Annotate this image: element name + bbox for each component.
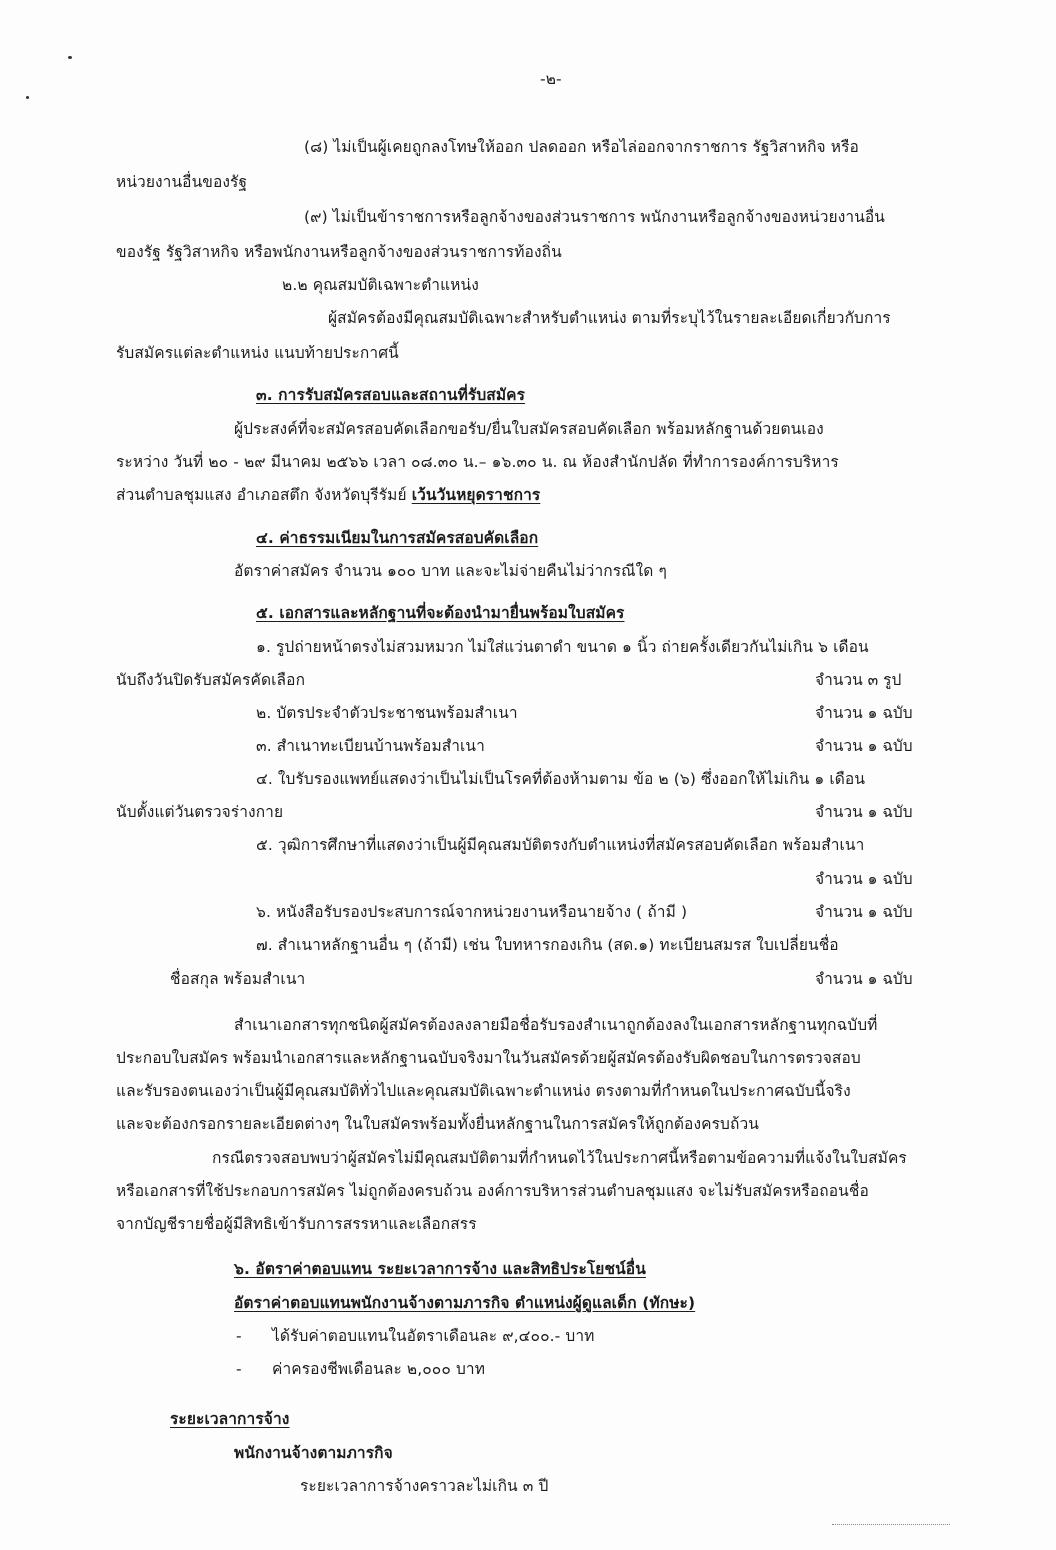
paragraph-line: หรือเอกสารที่ใช้ประกอบการสมัคร ไม่ถูกต้องครบถ้วน องค์การบริหารส่วนตำบลชุมแสง จะไม่รับสมัครหรือถอนชื่อ — [116, 1182, 869, 1200]
page-number: -๒- — [540, 70, 562, 88]
section-heading-6: ๖. อัตราค่าตอบแทน ระยะเวลาการจ้าง และสิทธิประโยชน์อื่น — [234, 1260, 646, 1278]
list-item: ๒. บัตรประจำตัวประชาชนพร้อมสำเนา — [256, 704, 518, 722]
text-segment: ส่วนตำบลชุมแสง อำเภอสตึก จังหวัดบุรีรัมย์ — [116, 486, 412, 504]
paragraph-line: สำเนาเอกสารทุกชนิดผู้สมัครต้องลงลายมือชื่อรับรองสำเนาถูกต้องลงในเอกสารหลักฐานทุกฉบับที่ — [234, 1016, 878, 1034]
section-heading-7: ระยะเวลาการจ้าง — [170, 1410, 290, 1428]
bullet-text: ค่าครองชีพเดือนละ ๒,๐๐๐ บาท — [272, 1360, 486, 1378]
text-line — [116, 484, 540, 506]
section-heading-4: ๔. ค่าธรรมเนียมในการสมัครสอบคัดเลือก — [256, 529, 539, 547]
text-line: นับตั้งแต่วันตรวจร่างกาย — [116, 803, 284, 821]
text-line: ผู้สมัครต้องมีคุณสมบัติเฉพาะสำหรับตำแหน่ง ตามที่ระบุไว้ในรายละเอียดเกี่ยวกับการ — [328, 309, 891, 327]
section-heading-5: ๕. เอกสารและหลักฐานที่จะต้องนำมายื่นพร้อมใบสมัคร — [256, 604, 625, 622]
paragraph-line: และจะต้องกรอกรายละเอียดต่างๆ ในใบสมัครพร้อมทั้งยื่นหลักฐานในการสมัครให้ถูกต้องครบถ้วน — [116, 1115, 759, 1133]
item-quantity: จำนวน ๓ รูป — [815, 671, 902, 689]
text-line: นับถึงวันปิดรับสมัครคัดเลือก — [116, 671, 306, 689]
emphasis-text: เว้นวันหยุดราชการ — [411, 486, 541, 504]
item-quantity: จำนวน ๑ ฉบับ — [815, 803, 913, 821]
list-item: ๓. สำเนาทะเบียนบ้านพร้อมสำเนา — [256, 737, 485, 755]
paragraph-line: จากบัญชีรายชื่อผู้มีสิทธิเข้ารับการสรรหาและเลือกสรร — [116, 1215, 477, 1233]
text-line: ชื่อสกุล พร้อมสำเนา — [170, 970, 306, 988]
item-quantity: จำนวน ๑ ฉบับ — [815, 970, 913, 988]
item-quantity: จำนวน ๑ ฉบับ — [815, 870, 913, 888]
bullet-text: ได้รับค่าตอบแทนในอัตราเดือนละ ๙,๔๐๐.- บาท — [272, 1327, 595, 1345]
section-subheading: อัตราค่าตอบแทนพนักงานจ้างตามภารกิจ ตำแหน่งผู้ดูแลเด็ก (ทักษะ) — [234, 1294, 696, 1312]
section-heading-3: ๓. การรับสมัครสอบและสถานที่รับสมัคร — [256, 386, 526, 404]
bullet-dash: - — [236, 1360, 242, 1378]
bullet-dash: - — [236, 1327, 242, 1345]
list-item: ๖. หนังสือรับรองประสบการณ์จากหน่วยงานหรือนายจ้าง ( ถ้ามี ) — [256, 903, 688, 921]
list-item: ๕. วุฒิการศึกษาที่แสดงว่าเป็นผู้มีคุณสมบัติตรงกับตำแหน่งที่สมัครสอบคัดเลือก พร้อมสำเนา — [256, 836, 865, 854]
text-line: ของรัฐ รัฐวิสาหกิจ หรือพนักงานหรือลูกจ้างของส่วนราชการท้องถิ่น — [116, 243, 562, 261]
item-quantity: จำนวน ๑ ฉบับ — [815, 737, 913, 755]
list-item: ๗. สำเนาหลักฐานอื่น ๆ (ถ้ามี) เช่น ใบทหารกองเกิน (สด.๑) ทะเบียนสมรส ใบเปลี่ยนชื่อ — [256, 936, 839, 954]
scan-speck — [68, 56, 72, 59]
text-line: หน่วยงานอื่นของรัฐ — [116, 173, 248, 191]
text-line: ระหว่าง วันที่ ๒๐ - ๒๙ มีนาคม ๒๕๖๖ เวลา ๐๘.๓๐ น.– ๑๖.๓๐ น. ณ ห้องสำนักปลัด ที่ทำการองค์การบริหาร — [116, 453, 839, 471]
list-item: ๑. รูปถ่ายหน้าตรงไม่สวมหมวก ไม่ใส่แว่นตาดำ ขนาด ๑ นิ้ว ถ่ายครั้งเดียวกันไม่เกิน ๖ เดือน — [256, 638, 869, 656]
subheading: พนักงานจ้างตามภารกิจ — [234, 1444, 393, 1462]
text-line: ผู้ประสงค์ที่จะสมัครสอบคัดเลือกขอรับ/ยื่นใบสมัครสอบคัดเลือก พร้อมหลักฐานด้วยตนเอง — [234, 420, 824, 438]
text-line: อัตราค่าสมัคร จำนวน ๑๐๐ บาท และจะไม่จ่ายคืนไม่ว่ากรณีใด ๆ — [234, 562, 667, 580]
paragraph-line: และรับรองตนเองว่าเป็นผู้มีคุณสมบัติทั่วไปและคุณสมบัติเฉพาะตำแหน่ง ตรงตามที่กำหนดในประกาศฉบับนี้จริง — [116, 1082, 851, 1100]
paragraph-line: ประกอบใบสมัคร พร้อมนำเอกสารและหลักฐานฉบับจริงมาในวันสมัครด้วยผู้สมัครต้องรับผิดชอบในการตรวจสอบ — [116, 1049, 861, 1067]
paragraph-line: กรณีตรวจสอบพบว่าผู้สมัครไม่มีคุณสมบัติตามที่กำหนดไว้ในประกาศนี้หรือตามข้อความที่แจ้งในใบสมัคร — [212, 1149, 907, 1167]
item-quantity: จำนวน ๑ ฉบับ — [815, 903, 913, 921]
text-line: (๙) ไม่เป็นข้าราชการหรือลูกจ้างของส่วนราชการ พนักงานหรือลูกจ้างของหน่วยงานอื่น — [304, 208, 885, 226]
text-line: รับสมัครแต่ละตำแหน่ง แนบท้ายประกาศนี้ — [116, 344, 399, 362]
item-quantity: จำนวน ๑ ฉบับ — [815, 704, 913, 722]
text-line: (๘) ไม่เป็นผู้เคยถูกลงโทษให้ออก ปลดออก หรือไล่ออกจากราชการ รัฐวิสาหกิจ หรือ — [304, 138, 859, 156]
scan-speck — [26, 96, 29, 99]
text-line: ระยะเวลาการจ้างคราวละไม่เกิน ๓ ปี — [300, 1477, 549, 1495]
subsection-heading: ๒.๒ คุณสมบัติเฉพาะตำแหน่ง — [282, 276, 479, 294]
footer-mark — [832, 1524, 950, 1529]
list-item: ๔. ใบรับรองแพทย์แสดงว่าเป็นไม่เป็นโรคที่ต้องห้ามตาม ข้อ ๒ (๖) ซึ่งออกให้ไม่เกิน ๑ เดือน — [256, 770, 866, 788]
